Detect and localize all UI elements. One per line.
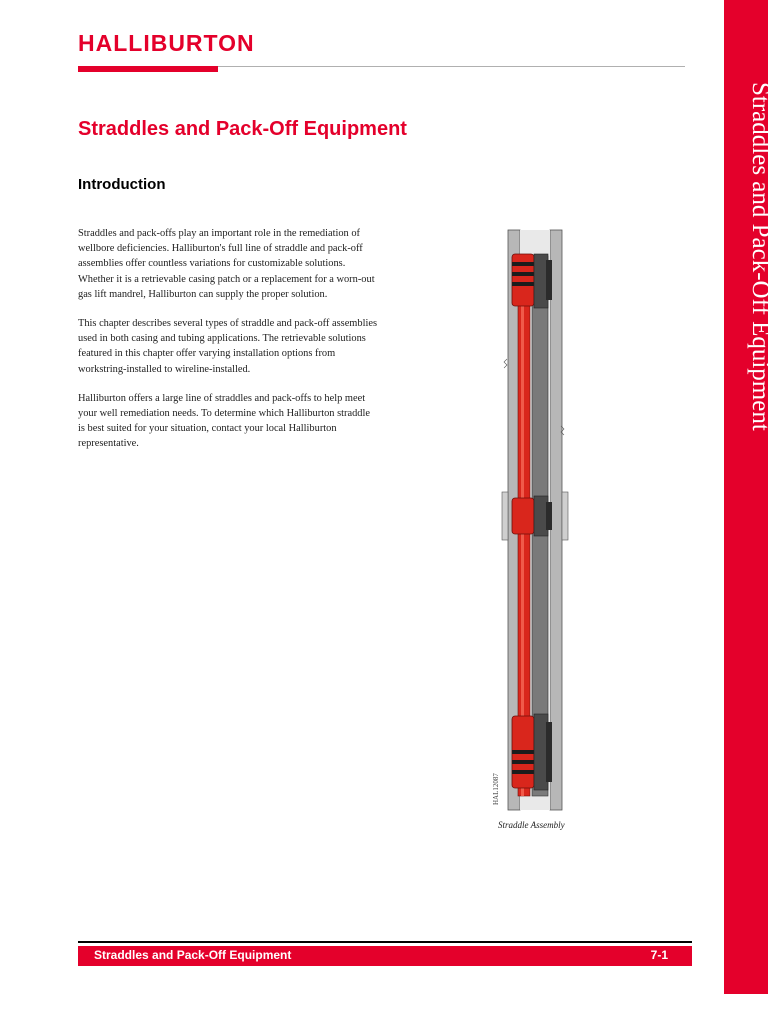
paragraph-3: Halliburton offers a large line of straddles and pack-offs to help meet your well remediation needs. To determine which Halliburton straddle is best suited for your situation, contact your local Halliburton representative. [78,392,370,450]
figure-code: HAL12087 [492,773,500,805]
section-heading: Introduction [78,176,166,193]
straddle-assembly-illustration [488,230,578,810]
halliburton-logo: HALLIBURTON [78,30,255,56]
side-tab-title: Straddles and Pack-Off Equipment [747,82,774,431]
footer-chapter-title: Straddles and Pack-Off Equipment [94,948,292,962]
footer-rule [78,941,692,943]
page-number: 7-1 [650,948,668,962]
figure-caption: Straddle Assembly [498,820,565,830]
page-title: Straddles and Pack-Off Equipment [78,118,407,140]
paragraph-1: Straddles and pack-offs play an important role in the remediation of wellbore deficiencies. Halliburton's full line of straddle and pack-off assemblies offer countless variations for customizable solutions. Whether it is a retrievable casing patch or a replacement for a worn-out gas lift mandrel, Halliburton can supply the proper solution. [78,228,375,300]
body-text [78,226,378,466]
footer-bar [78,946,692,966]
logo-accent-bar [78,66,218,72]
header-rule [218,66,685,67]
paragraph-2: This chapter describes several types of straddle and pack-off assemblies used in both casing and tubing applications. The retrievable solutions featured in this chapter offer varying installation options from workstring-installed to wireline-installed. [78,318,378,375]
